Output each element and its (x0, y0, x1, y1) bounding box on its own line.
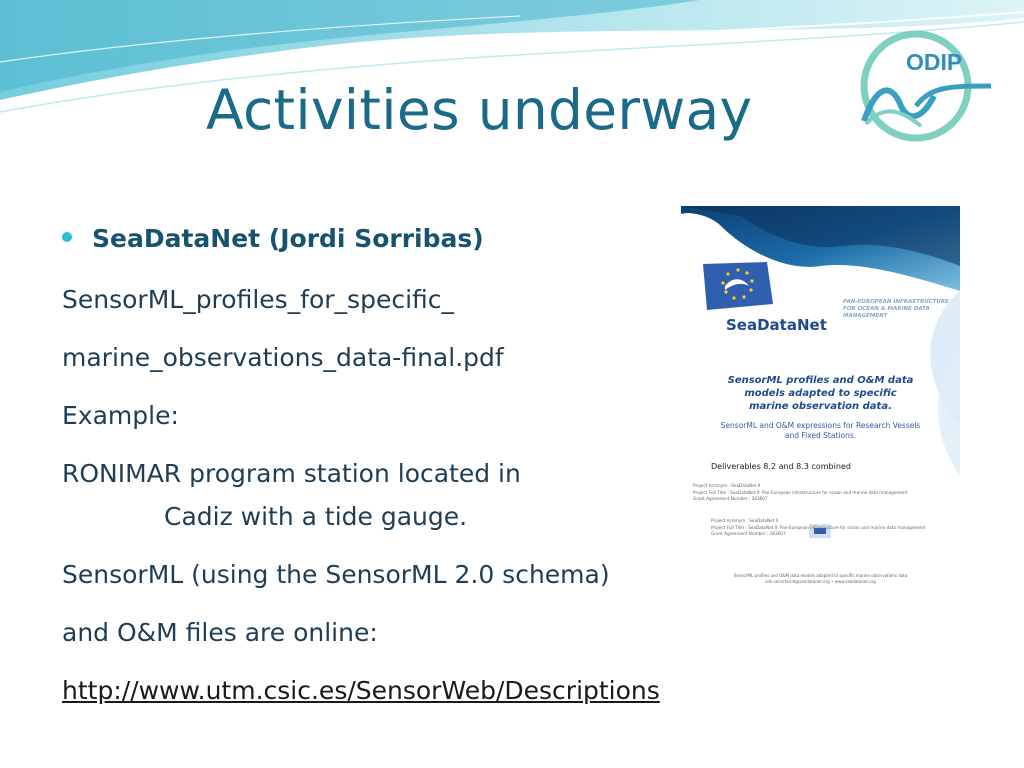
cover-subtitle: SensorML and O&M expressions for Research Vessels and Fixed Stations. (720, 421, 921, 440)
body-line-sensorml: SensorML (using the SensorML 2.0 schema) (62, 560, 610, 589)
bullet-dot-icon (62, 232, 72, 242)
body-line-filename-1: SensorML_profiles_for_specific_ (62, 285, 455, 314)
bullet-heading: SeaDataNet (Jordi Sorribas) (92, 224, 484, 253)
cover-footer: SensorML profiles and O&M data models adapted to specific marine observations data sdn-secretariat@seadatanet.org • www.seadatanet.org (733, 573, 908, 584)
body-line-ronimar: RONIMAR program station located in (62, 459, 521, 488)
body-line-online: and O&M files are online: (62, 618, 378, 647)
cover-tagline: PAN-EUROPEAN INFRASTRUCTURE FOR OCEAN & MARINE DATA MANAGEMENT (843, 299, 949, 319)
cover-meta-block-2: Project Acronym : SeaDataNet II Project Full Title : SeaDataNet II: Pan-European infrastructure for ocean and marine data management Grant Agreement Number : 283607 (711, 518, 926, 536)
cover-title: SensorML profiles and O&M data models adapted to specific marine observation data. (727, 375, 914, 412)
cover-meta-block-1: Project Acronym : SeaDataNet II Project Full Title : SeaDataNet II: Pan-European infrastructure for ocean and marine data management Grant Agreement Number : 283607 (693, 483, 908, 501)
cover-brand: SeaDataNet (726, 316, 827, 334)
body-line-filename-2: marine_observations_data-final.pdf (62, 343, 504, 372)
descriptions-link[interactable]: http://www.utm.csic.es/SensorWeb/Descriptions (62, 676, 660, 705)
odip-logo (846, 26, 996, 146)
odip-logo-text: ODIP (906, 49, 963, 75)
body-line-cadiz: Cadiz with a tide gauge. (164, 502, 468, 531)
document-cover-image (681, 206, 960, 590)
slide-title: Activities underway (206, 78, 753, 142)
body-line-example: Example: (62, 401, 179, 430)
cover-deliverables: Deliverables 8.2 and 8.3 combined (711, 462, 851, 471)
